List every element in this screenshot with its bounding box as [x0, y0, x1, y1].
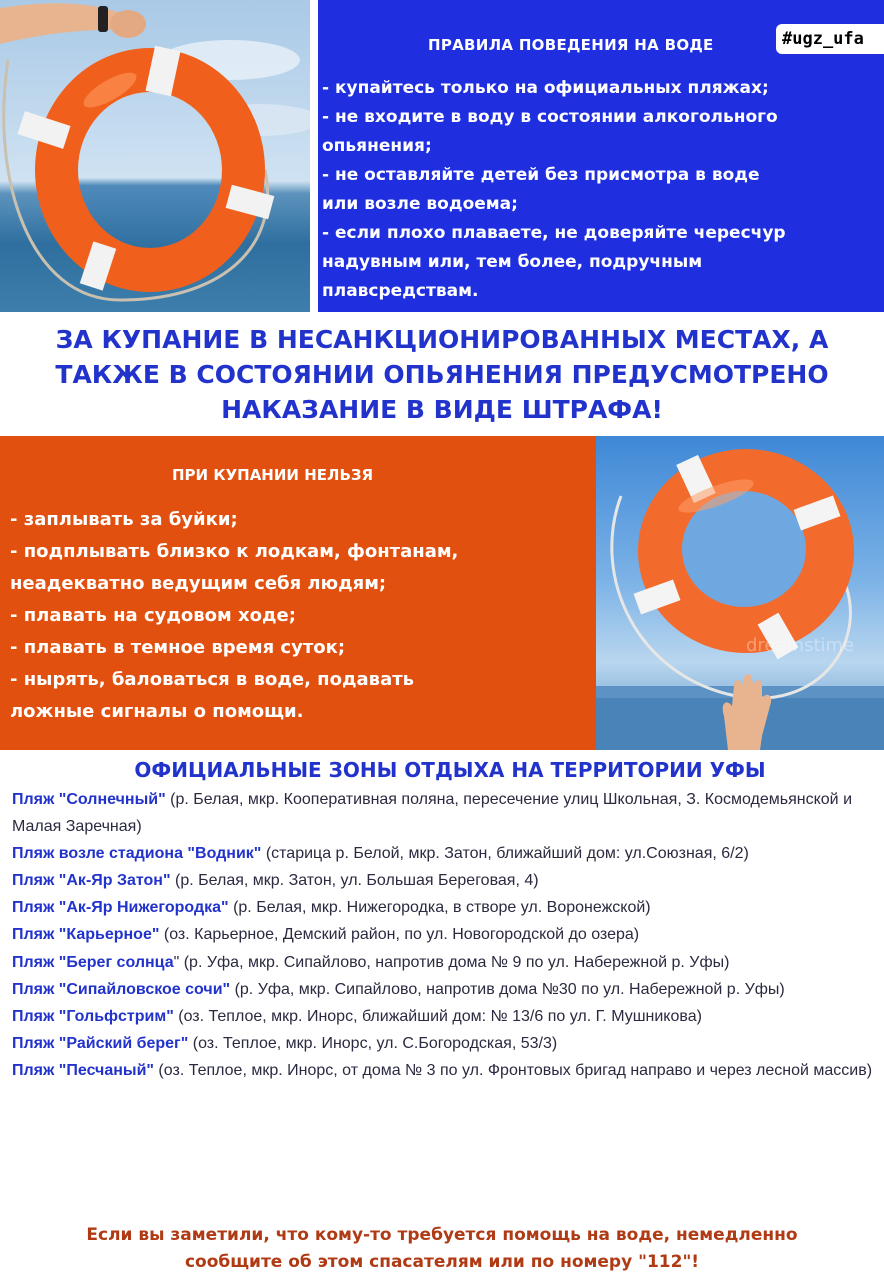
zone-item	[12, 921, 884, 948]
zone-description: (р. Белая, мкр. Нижегородка, в створе ул. Воронежской)	[228, 899, 651, 917]
zone-name: Пляж "Ак-Яр Затон"	[12, 872, 171, 890]
zone-name: Пляж "Ак-Яр Нижегородка"	[12, 899, 229, 917]
zone-item	[12, 1030, 884, 1057]
headline-line: ЗА КУПАНИЕ В НЕСАНКЦИОНИРОВАННЫХ МЕСТАХ, А	[55, 325, 829, 354]
fine-warning-headline	[0, 322, 884, 427]
zone-item	[12, 1003, 884, 1030]
zone-description: (р. Белая, мкр. Затон, ул. Большая Береговая, 4)	[170, 872, 539, 890]
lifebuoy-illustration-bottom	[596, 436, 884, 750]
forbidden-line: - плавать на судовом ходе;	[10, 605, 296, 626]
water-rules-title: ПРАВИЛА ПОВЕДЕНИЯ НА ВОДЕ	[428, 36, 714, 54]
zones-list	[12, 786, 884, 1084]
zone-name: Пляж "Сипайловское сочи"	[12, 980, 231, 998]
forbidden-line: - подплывать близко к лодкам, фонтанам,	[10, 541, 459, 562]
zone-item	[12, 949, 884, 976]
zone-item	[12, 867, 884, 894]
zone-description: (оз. Теплое, мкр. Инорс, ближайший дом: № 13/6 по ул. Г. Мушникова)	[173, 1007, 702, 1025]
zone-name: Пляж "Берег солнца	[12, 953, 174, 971]
forbidden-line: ложные сигналы о помощи.	[10, 701, 304, 722]
zone-item	[12, 976, 884, 1003]
zone-name: Пляж "Солнечный"	[12, 791, 166, 808]
forbidden-line: - заплывать за буйки;	[10, 509, 238, 530]
water-rules-list	[322, 74, 878, 306]
rule-line: - не входите в воду в состоянии алкогольного	[322, 107, 778, 127]
forbidden-line: - плавать в темное время суток;	[10, 637, 346, 658]
forbidden-line: неадекватно ведущим себя людям;	[10, 573, 387, 594]
zone-name: Пляж "Карьерное"	[12, 926, 160, 944]
zone-description: (р. Белая, мкр. Кооперативная поляна, пересечение улиц Школьная, З. Космодемьянской и Малая Заречная)	[12, 791, 852, 836]
zone-description: (оз. Теплое, мкр. Инорс, ул. С.Богородская, 53/3)	[188, 1034, 558, 1052]
lifebuoy-illustration-top	[0, 0, 310, 312]
rule-line: - купайтесь только на официальных пляжах;	[322, 78, 769, 98]
rule-line: плавсредствам.	[322, 281, 479, 301]
zone-description: " (р. Уфа, мкр. Сипайлово, напротив дома № 9 по ул. Набережной р. Уфы)	[173, 953, 730, 971]
forbidden-list	[10, 504, 458, 728]
zone-item	[12, 894, 884, 921]
zone-name: Пляж "Гольфстрим"	[12, 1007, 174, 1025]
headline-line: ТАКЖЕ В СОСТОЯНИИ ОПЬЯНЕНИЯ ПРЕДУСМОТРЕНО	[55, 360, 829, 389]
footer-line: Если вы заметили, что кому-то требуется помощь на воде, немедленно	[86, 1225, 798, 1245]
headline-line: НАКАЗАНИЕ В ВИДЕ ШТРАФА!	[221, 395, 663, 424]
hashtag-badge: #ugz_ufa	[776, 24, 884, 54]
zones-title: ОФИЦИАЛЬНЫЕ ЗОНЫ ОТДЫХА НА ТЕРРИТОРИИ УФЫ	[134, 758, 766, 782]
forbidden-title: ПРИ КУПАНИИ НЕЛЬЗЯ	[172, 466, 374, 484]
rule-line: - не оставляйте детей без присмотра в воде	[322, 165, 760, 185]
zone-item	[12, 786, 884, 840]
photo-watermark: dreamstime	[746, 635, 855, 656]
zone-description: (оз. Теплое, мкр. Инорс, от дома № 3 по ул. Фронтовых бригад направо и через лесной массив)	[153, 1061, 873, 1079]
zone-item	[12, 1057, 884, 1084]
lifebuoy-photo-top	[0, 0, 310, 312]
zone-description: (р. Уфа, мкр. Сипайлово, напротив дома №30 по ул. Набережной р. Уфы)	[230, 980, 785, 998]
rule-line: опьянения;	[322, 136, 432, 156]
zone-name: Пляж "Песчаный"	[12, 1061, 154, 1079]
zone-item	[12, 840, 884, 867]
emergency-footer	[0, 1222, 884, 1276]
rule-line: - если плохо плаваете, не доверяйте чересчур	[322, 223, 786, 243]
lifebuoy-photo-bottom	[596, 436, 884, 750]
zone-name: Пляж "Райский берег"	[12, 1034, 189, 1052]
zone-name: Пляж возле стадиона "Водник"	[12, 845, 262, 863]
zone-description: (оз. Карьерное, Демский район, по ул. Новогородской до озера)	[159, 926, 640, 944]
forbidden-line: - нырять, баловаться в воде, подавать	[10, 669, 415, 690]
forbidden-panel	[0, 436, 596, 750]
rule-line: или возле водоема;	[322, 194, 518, 214]
rule-line: надувным или, тем более, подручным	[322, 252, 703, 272]
zone-description: (старица р. Белой, мкр. Затон, ближайший дом: ул.Союзная, 6/2)	[261, 845, 749, 863]
footer-line: сообщите об этом спасателям или по номеру "112"!	[184, 1252, 700, 1272]
